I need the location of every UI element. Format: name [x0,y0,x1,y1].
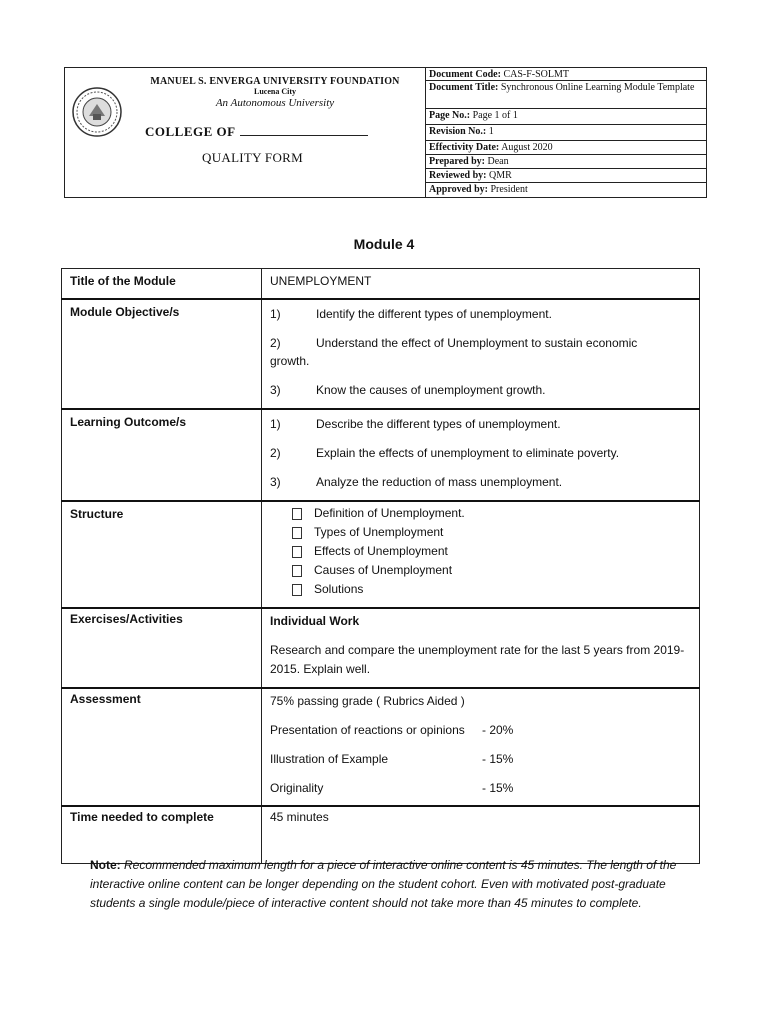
outcome-num: 2) [270,445,281,460]
assessment-item-label: Presentation of reactions or opinions [270,722,465,737]
objectives-cell [262,299,700,409]
list-item [292,523,691,542]
prepared-label: Prepared by: [429,156,486,167]
table-row-exercises [62,608,700,688]
table-row-structure [62,501,700,608]
structure-list [270,504,691,599]
outcome-num: 1) [270,416,281,431]
checkbox-icon [292,584,302,596]
exercises-label: Exercises/Activities [62,608,262,688]
objectives-label: Module Objective/s [62,299,262,409]
checkbox-icon [292,527,302,539]
note-label: Note: [90,858,121,872]
exercises-cell [262,608,700,688]
list-item [292,542,691,561]
structure-cell [262,501,700,608]
checkbox-icon [292,546,302,558]
objective-num: 2) [270,335,281,350]
revision-label: Revision No.: [429,126,487,137]
list-item [292,504,691,523]
document-header [64,67,707,198]
objective-text: Know the causes of unemployment growth. [316,382,546,397]
page-no-row [425,109,707,125]
college-label: COLLEGE OF [145,124,236,139]
objective-text: Identify the different types of unemployment. [316,306,552,321]
table-row-assessment [62,688,700,806]
objective-item [270,334,691,352]
note-text: Recommended maximum length for a piece of interactive online content is 45 minutes. The length of the interactive online content can be longer depending on the student cohort. Even with motivated post-graduate students a single module/piece of interactive content should not take more than 45 minutes to complete. [90,858,677,910]
assessment-item-value: - 15% [482,751,514,766]
list-item [292,561,691,580]
page-no-value: Page 1 of 1 [472,110,518,121]
module-title: Module 4 [353,236,415,252]
structure-item-text: Effects of Unemployment [314,543,448,558]
objective-num: 3) [270,382,281,397]
doc-code-row [425,68,707,81]
revision-value: 1 [488,126,494,137]
time-value: 45 minutes [262,806,700,864]
outcome-item [270,415,691,433]
assessment-item-value: - 20% [482,722,514,737]
outcome-text: Analyze the reduction of mass unemployment. [316,474,563,489]
assessment-item [270,721,691,739]
effectivity-value: August 2020 [501,142,553,153]
doc-title-label: Document Title: [429,82,499,93]
outcome-num: 3) [270,474,281,489]
approved-row [425,183,707,197]
assessment-item [270,750,691,768]
revision-row [425,125,707,141]
exercises-text: Research and compare the unemployment rate for the last 5 years from 2019-2015. Explain well. [270,642,685,676]
doc-code-label: Document Code: [429,69,501,80]
time-label: Time needed to complete [62,806,262,864]
objective-item [270,381,691,399]
assessment-item [270,779,691,797]
approved-label: Approved by: [429,184,488,195]
outcome-text: Describe the different types of unemployment. [316,416,561,431]
outcome-item [270,473,691,491]
list-item [292,580,691,599]
structure-item-text: Causes of Unemployment [314,562,453,577]
assessment-label: Assessment [62,688,262,806]
university-city: Lucena City [254,87,296,96]
university-name: MANUEL S. ENVERGA UNIVERSITY FOUNDATION [150,76,400,87]
table-row-title [62,269,700,299]
table-row-objectives [62,299,700,409]
objective-num: 1) [270,306,281,321]
doc-code-value: CAS-F-SOLMT [503,69,570,80]
university-status: An Autonomous University [215,97,335,109]
assessment-cell [262,688,700,806]
title-value: UNEMPLOYMENT [262,269,700,299]
quality-form-label: QUALITY FORM [202,150,303,165]
title-label: Title of the Module [62,269,262,299]
page-no-label: Page No.: [429,110,471,121]
note [90,856,680,913]
header-info-panel [425,68,707,197]
checkbox-icon [292,565,302,577]
assessment-item-value: - 15% [482,780,514,795]
assessment-intro: 75% passing grade ( Rubrics Aided ) [270,693,465,708]
university-seal-icon [71,86,123,138]
college-field [145,124,368,140]
table-row-outcomes [62,409,700,501]
reviewed-value: QMR [489,170,512,181]
effectivity-row [425,141,707,155]
doc-title-value: Synchronous Online Learning Module Template [500,82,695,93]
assessment-item-label: Illustration of Example [270,751,389,766]
outcome-text: Explain the effects of unemployment to eliminate poverty. [316,445,620,460]
outcome-item [270,444,691,462]
module-table [61,268,700,864]
effectivity-label: Effectivity Date: [429,142,500,153]
exercises-heading: Individual Work [270,613,360,628]
approved-value: President [490,184,528,195]
table-row-time [62,806,700,864]
assessment-item-label: Originality [270,780,324,795]
structure-item-text: Types of Unemployment [314,524,444,539]
checkbox-icon [292,508,302,520]
objective-text: Understand the effect of Unemployment to sustain economic [316,335,638,350]
outcomes-label: Learning Outcome/s [62,409,262,501]
doc-title-row [425,81,707,109]
structure-label: Structure [62,501,262,608]
objective-text-cont: growth. [270,353,310,368]
college-blank-line [240,125,368,136]
reviewed-row [425,169,707,183]
reviewed-label: Reviewed by: [429,170,487,181]
prepared-row [425,155,707,169]
outcomes-cell [262,409,700,501]
objective-item [270,305,691,323]
prepared-value: Dean [487,156,509,167]
header-left-panel [65,68,426,197]
structure-item-text: Solutions [314,581,364,596]
structure-item-text: Definition of Unemployment. [314,505,465,520]
